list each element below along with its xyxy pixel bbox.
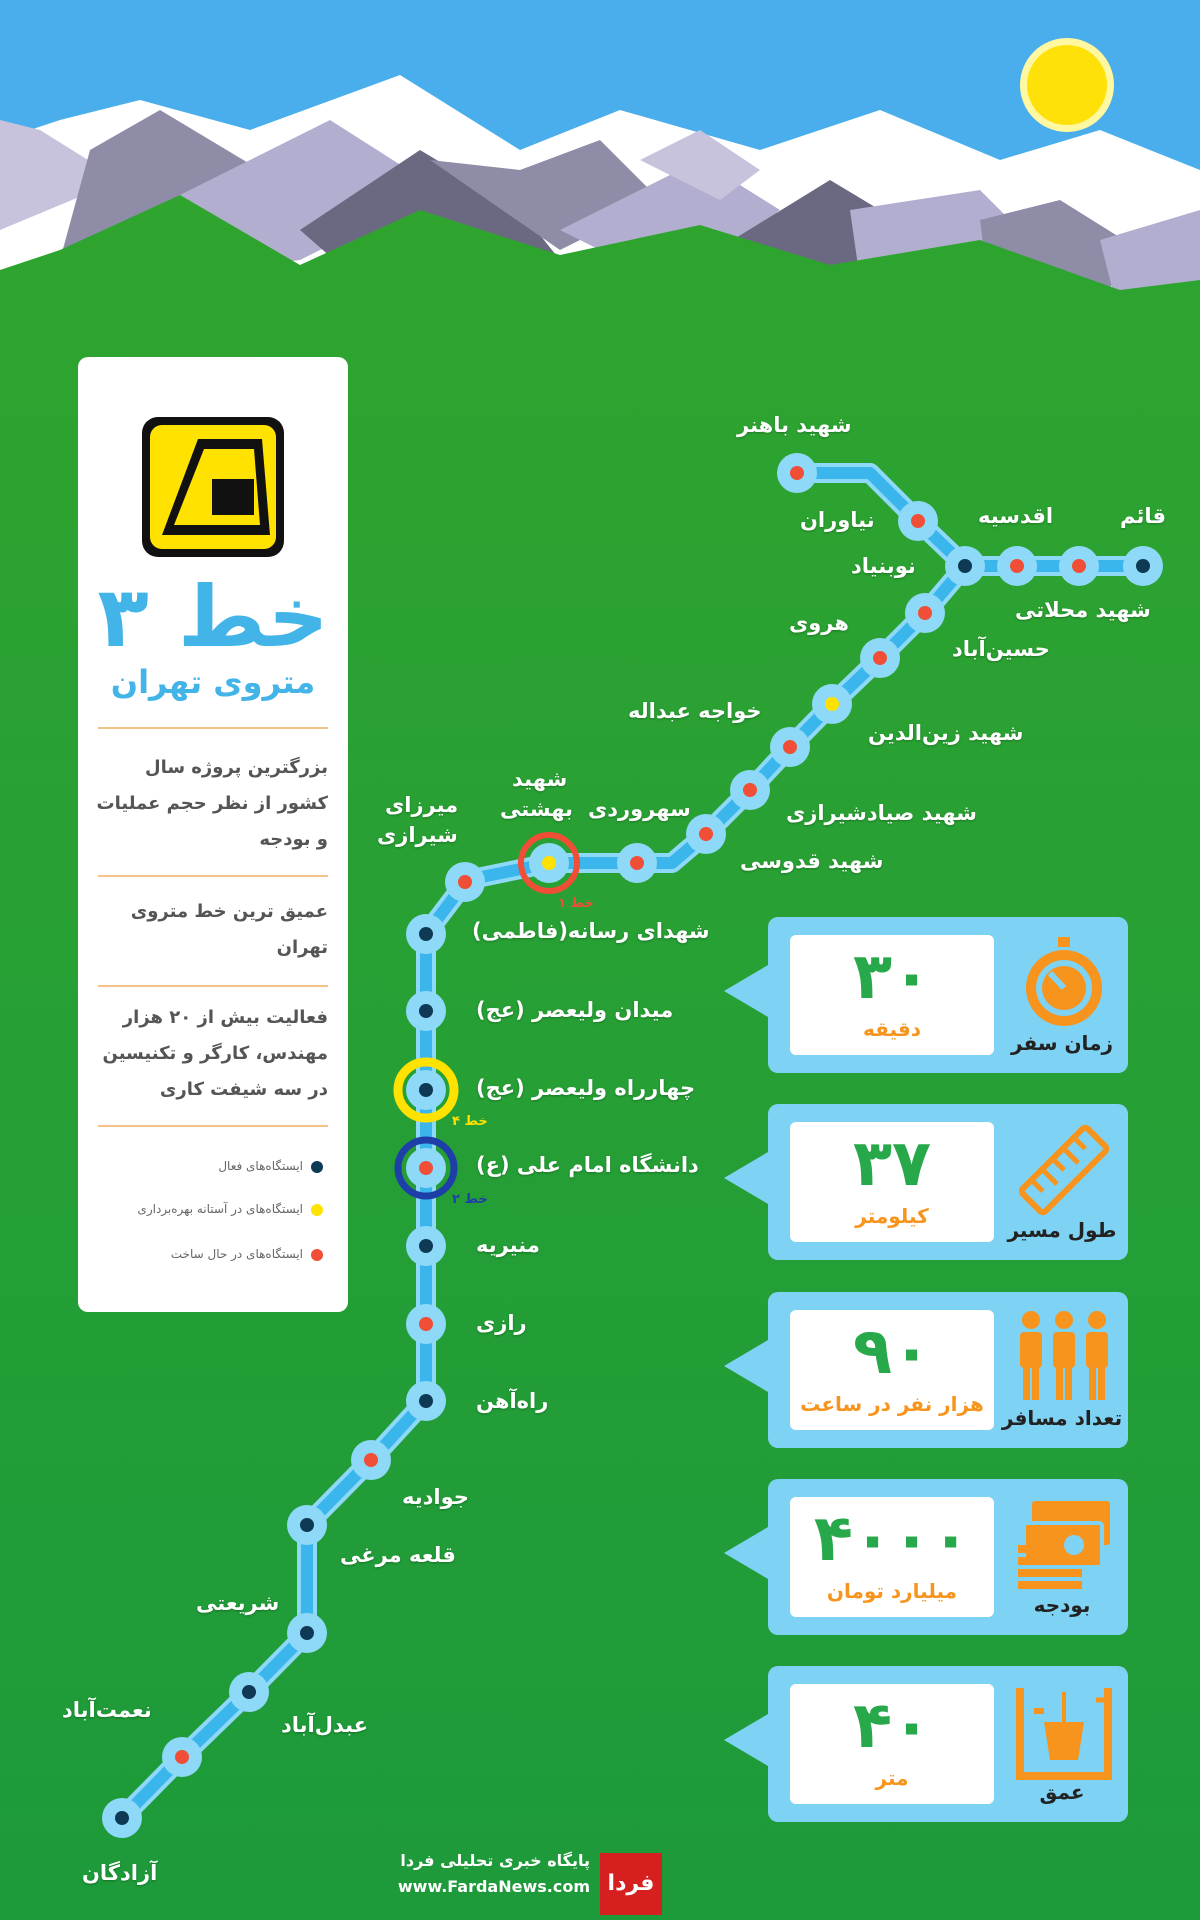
stat-value-box [790,935,994,1055]
stat-label: زمان سفر [1011,1031,1113,1055]
station-label: میدان ولیعصر (عج) [476,998,674,1022]
card-pointer [724,1714,768,1766]
footer-url: www.FardaNews.com [397,1877,590,1896]
station-label: قائم [1120,504,1166,528]
station-label: نعمت‌آباد [62,1698,152,1722]
stat-label: تعداد مسافر [1001,1406,1123,1430]
station-dot [918,606,932,620]
stat-value-box [790,1497,994,1617]
station-dot [790,466,804,480]
page-title: خط ۳ [97,568,329,666]
money-icon [1014,1495,1114,1595]
interchange-label-line1: خط ۱ [558,896,594,911]
station-dot [419,1239,433,1253]
footer-title: پایگاه خبری تحلیلی فردا [400,1851,590,1870]
station-label: بهشتی [500,797,573,821]
station-dot [175,1750,189,1764]
station-dot [911,514,925,528]
legend-construction: ایستگاه‌های در حال ساخت [88,1247,323,1261]
station-dot [364,1453,378,1467]
interchange-label-line4: خط ۴ [452,1114,488,1129]
station-label: شهید صیادشیرازی [786,801,977,825]
station-dot [1072,559,1086,573]
stat-unit: کیلومتر [855,1204,929,1228]
stat-label: بودجه [1033,1593,1091,1617]
stat-value: ۳۰ [852,940,932,1014]
depth-icon [1014,1682,1114,1782]
station-label: شهید زین‌الدین [868,721,1024,745]
station-label: آزادگان [82,1861,158,1885]
stat-label: طول مسیر [1007,1218,1117,1242]
station-label: هروی [789,611,849,635]
station-dot [419,1161,433,1175]
station-dot [458,875,472,889]
station-dot [419,1317,433,1331]
stat-value-box [790,1310,994,1430]
legend-nearing: ایستگاه‌های در آستانه بهره‌برداری [88,1202,323,1216]
station-dot [699,827,713,841]
stat-label: عمق [1039,1780,1085,1804]
interchange-label-line2: خط ۲ [452,1192,488,1207]
station-label: شهید قدوسی [740,849,884,873]
station-dot [300,1626,314,1640]
station-dot [630,856,644,870]
station-label: عبدل‌آباد [281,1713,369,1737]
farda-logo: فردا [600,1853,662,1915]
stat-value: ۴۰۰۰ [813,1502,971,1576]
station-dot [419,1004,433,1018]
station-label: دانشگاه امام علی (ع) [476,1153,699,1177]
stat-unit: میلیارد تومان [826,1579,958,1603]
stat-value-box [790,1684,994,1804]
passengers-icon [1014,1308,1114,1408]
station-dot [873,651,887,665]
ruler-icon [1014,1120,1114,1220]
station-label: حسین‌آباد [952,637,1050,661]
stat-value: ۳۷ [852,1127,932,1201]
footer-credit [380,1848,590,1900]
station-dot [300,1518,314,1532]
station-dot [242,1685,256,1699]
station-label: اقدسیه [978,504,1054,528]
card-pointer [724,1340,768,1392]
station-label: چهارراه ولیعصر (عج) [476,1076,696,1100]
station-label: جوادیه [402,1485,469,1509]
fact-1: بزرگترین پروژه سال کشور از نظر حجم عملیات و بودجه [96,757,328,850]
stat-value: ۹۰ [852,1315,932,1389]
fact-3: فعالیت بیش از ۲۰ هزار مهندس، کارگر و تکنیسین در سه شیفت کاری [102,1007,328,1100]
legend-active: ایستگاه‌های فعال [88,1159,323,1173]
stat-unit: دقیقه [862,1017,922,1041]
station-label: نوبنیاد [851,554,916,578]
stat-card-budget [768,1479,1128,1635]
station-dot [1136,559,1150,573]
station-label: منیریه [476,1233,540,1257]
stat-card-passengers [768,1292,1128,1448]
stat-card-depth [768,1666,1128,1822]
card-pointer [724,965,768,1017]
station-label: شریعتی [196,1591,280,1615]
fact-2: عمیق ترین خط متروی تهران [130,901,328,958]
station-label: خواجه عبداله [628,699,762,723]
stat-card-route-length [768,1104,1128,1260]
stat-value: ۴۰ [852,1689,932,1763]
station-dot [419,1394,433,1408]
card-pointer [724,1152,768,1204]
station-label: رازی [476,1311,527,1335]
station-label: شهید [512,767,568,791]
station-dot [115,1811,129,1825]
station-label: شیرازی [377,823,458,847]
card-pointer [724,1527,768,1579]
stat-unit: متر [875,1766,909,1790]
page-subtitle: متروی تهران [110,663,316,701]
station-label: راه‌آهن [476,1389,549,1413]
station-label: میرزای [385,793,459,817]
stat-unit: هزار نفر در ساعت [800,1392,984,1416]
station-dot [743,783,757,797]
station-dot [825,697,839,711]
stat-card-travel-time [768,917,1128,1073]
stat-value-box [790,1122,994,1242]
station-dot [542,856,556,870]
station-dot [958,559,972,573]
station-label: سهروردی [588,797,691,821]
station-dot [419,1083,433,1097]
station-dot [419,927,433,941]
station-label: شهید باهنر [737,413,852,437]
station-label: شهید محلاتی [1015,598,1151,622]
station-dot [1010,559,1024,573]
station-label: نیاوران [800,508,875,532]
station-dot [783,740,797,754]
station-label: شهدای رسانه(فاطمی) [472,919,710,943]
stopwatch-icon [1014,933,1114,1033]
station-label: قلعه مرغی [340,1543,456,1567]
